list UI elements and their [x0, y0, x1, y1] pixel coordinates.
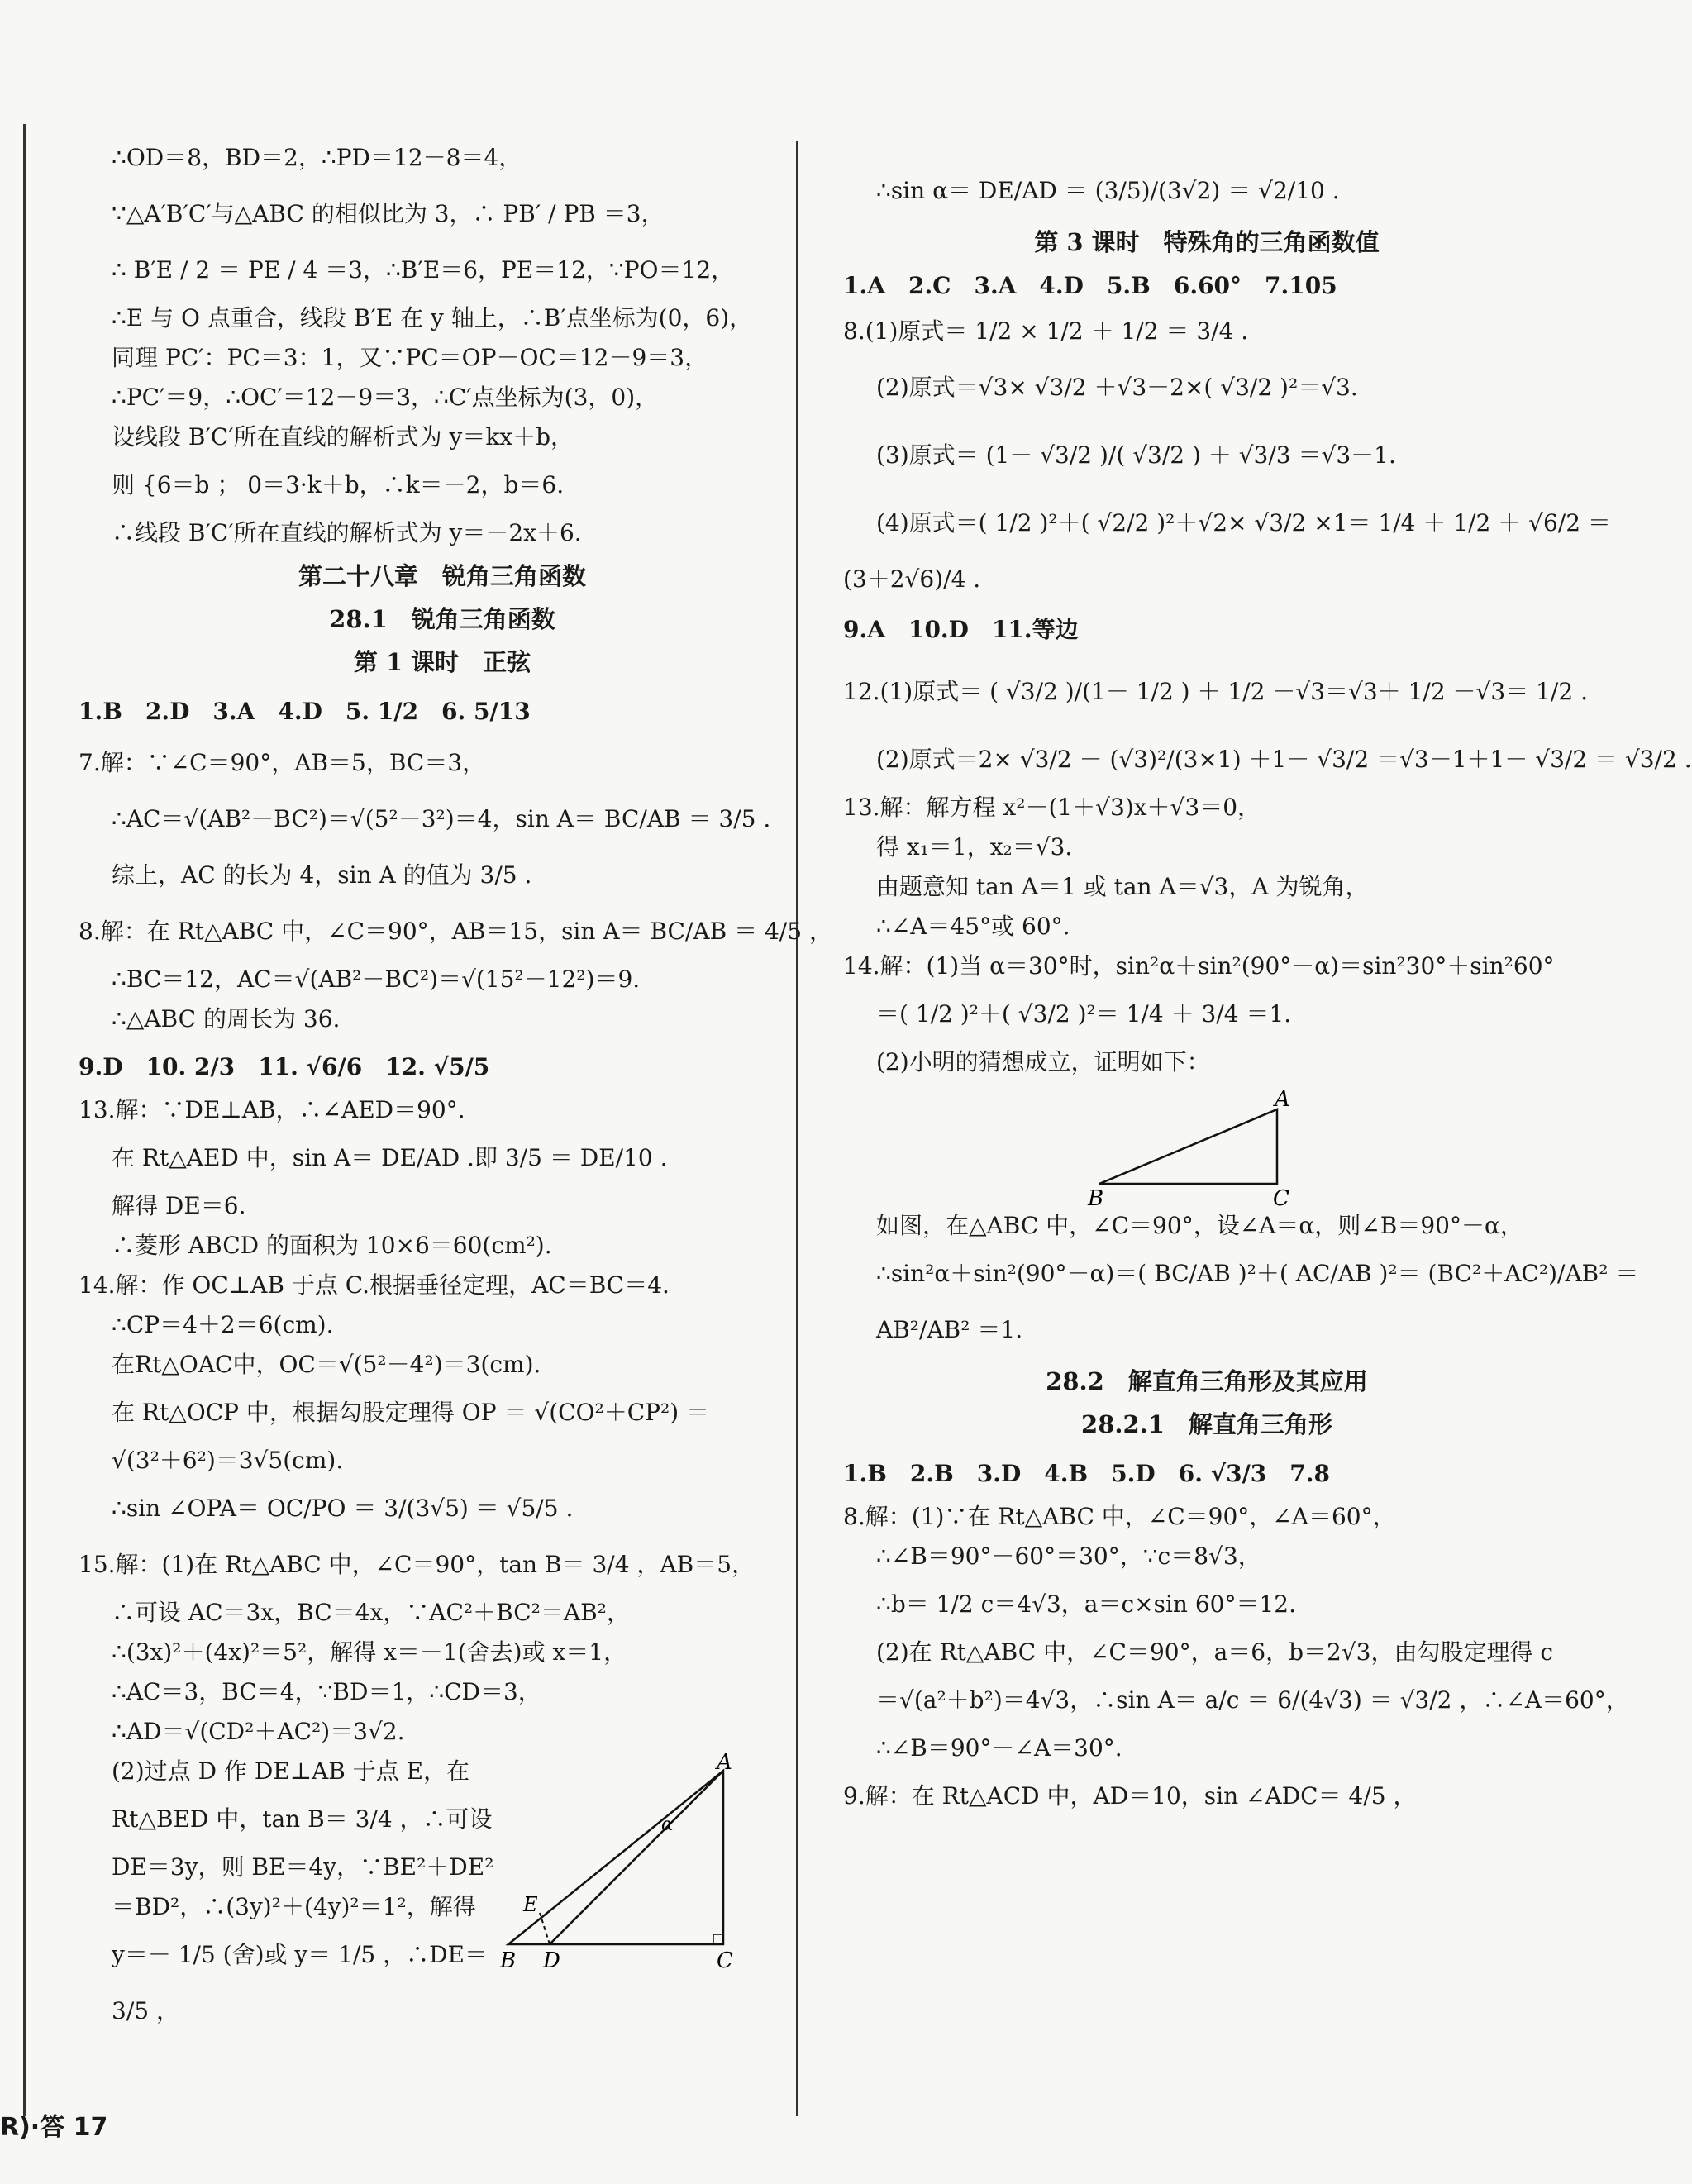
q8b-line: (2)在 Rt△ABC 中，∠C＝90°，a＝6，b＝2√3，由勾股定理得 c — [876, 1638, 1554, 1666]
q14-line: ∴sin²α＋sin²(90°－α)＝( BC/AB )²＋( AC/AB )²＝ (BC²＋AC²)/AB² ＝ — [876, 1260, 1639, 1287]
q14-line: ＝( 1/2 )²＋( √3/2 )²＝ 1/4 ＋ 3/4 ＝1. — [876, 1000, 1292, 1028]
q15-line: ∴可设 AC＝3x，BC＝4x，∵AC²＋BC²＝AB²， — [112, 1599, 630, 1626]
section-title: 28.1 锐角三角函数 — [329, 605, 555, 633]
q13-line: 由题意知 tan A＝1 或 tan A＝√3，A 为锐角， — [876, 873, 1369, 900]
q14-line: 在 Rt△OCP 中，根据勾股定理得 OP ＝ √(CO²＋CP²) ＝ — [112, 1399, 710, 1426]
q15-line: DE＝3y，则 BE＝4y，∵BE²＋DE² — [112, 1853, 494, 1881]
q8b-line: 8.解：(1)∵在 Rt△ABC 中，∠C＝90°，∠A＝60°， — [843, 1503, 1396, 1530]
q13-line: 得 x₁＝1，x₂＝√3. — [876, 833, 1073, 861]
q13-line: ∴∠A＝45°或 60°. — [876, 913, 1070, 940]
q15-line: 15.解：(1)在 Rt△ABC 中，∠C＝90°，tan B＝ 3/4 ，AB＝5， — [79, 1551, 755, 1578]
q13-line: 解得 DE＝6. — [112, 1192, 246, 1219]
answer-row: 1.B 2.B 3.D 4.B 5.D 6. √3/3 7.8 — [843, 1460, 1330, 1487]
page-footer: R)·答 17 — [0, 2113, 108, 2142]
q15-part2 — [79, 1750, 806, 2052]
label-e: E — [523, 1893, 538, 1916]
q7-line: 7.解：∵∠C＝90°，AB＝5，BC＝3， — [79, 749, 486, 776]
answer-row: 9.A 10.D 11.等边 — [843, 616, 1079, 643]
text-line: ∴E 与 O 点重合，线段 B′E 在 y 轴上，∴B′点坐标为(0，6)， — [112, 304, 753, 331]
triangle-abc — [508, 1771, 723, 1944]
q8b-line: ∴b＝ 1/2 c＝4√3，a＝c×sin 60°＝12. — [876, 1590, 1297, 1618]
answer-row: 1.A 2.C 3.A 4.D 5.B 6.60° 7.105 — [843, 272, 1337, 299]
q15-line: Rt△BED 中，tan B＝ 3/4 ，∴可设 — [112, 1805, 493, 1833]
triangle-figure-q14 — [1075, 1085, 1323, 1209]
q8b-line: ＝√(a²＋b²)＝4√3，∴sin A＝ a/c ＝ 6/(4√3) ＝ √3/2 ，∴∠A＝60°， — [876, 1686, 1629, 1714]
section-title: 28.2 解直角三角形及其应用 — [1046, 1367, 1368, 1395]
q14-line: √(3²＋6²)＝3√5(cm). — [112, 1447, 344, 1474]
text-line: 设线段 B′C′所在直线的解析式为 y＝kx＋b， — [112, 423, 574, 451]
text-line: ∴sin α＝ DE/AD ＝ (3/5)/(3√2) ＝ √2/10 . — [876, 177, 1340, 204]
q13-line: 在 Rt△AED 中，sin A＝ DE/AD .即 3/5 ＝ DE/10 . — [112, 1144, 668, 1171]
q8-line: 8.(1)原式＝ 1/2 × 1/2 ＋ 1/2 ＝ 3/4 . — [843, 317, 1249, 345]
q9-line: 9.解：在 Rt△ACD 中，AD＝10，sin ∠ADC＝ 4/5 ， — [843, 1782, 1417, 1810]
q8-line: ∴BC＝12，AC＝√(AB²－BC²)＝√(15²－12²)＝9. — [112, 966, 641, 993]
label-d: D — [543, 1948, 560, 1973]
text-line: ∴OD＝8，BD＝2，∴PD＝12－8＝4， — [112, 144, 522, 171]
q14-line: ∴sin ∠OPA＝ OC/PO ＝ 3/(3√5) ＝ √5/5 . — [112, 1495, 574, 1522]
label-b: B — [500, 1948, 517, 1973]
text-line: ∴PC′＝9，∴OC′＝12－9＝3，∴C′点坐标为(3，0)， — [112, 384, 659, 411]
label-alpha: α — [661, 1814, 674, 1835]
text-line: ∴ B′E / 2 ＝ PE / 4 ＝3，∴B′E＝6，PE＝12，∵PO＝12， — [112, 256, 735, 284]
q14-line: 14.解：作 OC⊥AB 于点 C.根据垂径定理，AC＝BC＝4. — [79, 1271, 670, 1299]
right-angle-mark — [713, 1934, 723, 1944]
q14-line: 如图，在△ABC 中，∠C＝90°，设∠A＝α，则∠B＝90°－α， — [876, 1212, 1523, 1239]
chapter-title: 第二十八章 锐角三角函数 — [298, 562, 586, 590]
label-c: C — [1273, 1186, 1289, 1211]
q12-line: (2)原式＝2× √3/2 － (√3)²/(3×1) ＋1－ √3/2 ＝√3－1＋1－ √3/2 ＝ √3/2 . — [876, 746, 1692, 773]
q15-line: (2)过点 D 作 DE⊥AB 于点 E，在 — [112, 1757, 470, 1785]
q8b-line: ∴∠B＝90°－60°＝30°，∵c＝8√3， — [876, 1543, 1261, 1570]
q15-line: ∴AD＝√(CD²＋AC²)＝3√2. — [112, 1718, 405, 1745]
text-line: 同理 PC′：PC＝3：1，又∵PC＝OP－OC＝12－9＝3， — [112, 344, 708, 371]
label-b: B — [1088, 1186, 1104, 1211]
q7-line: ∴AC＝√(AB²－BC²)＝√(5²－3²)＝4，sin A＝ BC/AB ＝ 3/5 . — [112, 805, 771, 832]
left-column — [79, 132, 832, 2052]
text-line: 则 {6＝b ； 0＝3·k＋b，∴k＝－2，b＝6. — [112, 471, 565, 498]
q14-line: AB²/AB² ＝1. — [876, 1316, 1023, 1343]
q12-line: 12.(1)原式＝ ( √3/2 )/(1－ 1/2 ) ＋ 1/2 －√3＝√3＋ 1/2 －√3＝ 1/2 . — [843, 678, 1588, 705]
q14-line: 14.解：(1)当 α＝30°时，sin²α＋sin²(90°－α)＝sin²30°＋sin²60° — [843, 952, 1555, 980]
q8-line: (2)原式＝√3× √3/2 ＋√3－2×( √3/2 )²＝√3. — [876, 374, 1358, 401]
left-margin-rule — [23, 124, 26, 2116]
q8-line: 8.解：在 Rt△ABC 中，∠C＝90°，AB＝15，sin A＝ BC/AB ＝ 4/5 ， — [79, 918, 832, 945]
q7-line: 综上，AC 的长为 4，sin A 的值为 3/5 . — [112, 861, 532, 889]
answer-row: 9.D 10. 2/3 11. √6/6 12. √5/5 — [79, 1053, 490, 1080]
answer-row: 1.B 2.D 3.A 4.D 5. 1/2 6. 5/13 — [79, 698, 531, 725]
q8b-line: ∴∠B＝90°－∠A＝30°. — [876, 1734, 1122, 1762]
q15-line: ∴(3x)²＋(4x)²＝5²，解得 x＝－1(舍去)或 x＝1， — [112, 1638, 627, 1666]
q15-line: ＝BD²，∴(3y)²＋(4y)²＝1²，解得 — [112, 1893, 476, 1920]
text-line: ∴线段 B′C′所在直线的解析式为 y＝－2x＋6. — [112, 519, 582, 546]
q13-line: 13.解：∵DE⊥AB，∴∠AED＝90°. — [79, 1096, 465, 1123]
q8-line: ∴△ABC 的周长为 36. — [112, 1005, 341, 1032]
lesson-title: 第 1 课时 正弦 — [353, 648, 531, 676]
label-a: A — [1275, 1087, 1290, 1112]
right-column — [843, 132, 1692, 1827]
q8-line: (3)原式＝ (1－ √3/2 )/( √3/2 ) ＋ √3/3 ＝√3－1. — [876, 441, 1396, 469]
q13-line: ∴菱形 ABCD 的面积为 10×6＝60(cm²). — [112, 1232, 552, 1259]
q15-line: y＝－ 1/5 (舍)或 y＝ 1/5 ，∴DE＝ — [112, 1941, 489, 1968]
q15-line: ∴AC＝3，BC＝4，∵BD＝1，∴CD＝3， — [112, 1678, 541, 1705]
q14-line: (2)小明的猜想成立，证明如下： — [876, 1048, 1210, 1075]
q15-line: 3/5 ， — [112, 1997, 179, 2024]
triangle-abc — [1099, 1109, 1277, 1184]
subsection-title: 28.2.1 解直角三角形 — [1081, 1410, 1332, 1438]
text-line: ∵△A′B′C′与△ABC 的相似比为 3，∴ PB′ / PB ＝3， — [112, 200, 665, 227]
label-c: C — [717, 1948, 733, 1973]
q14-line: ∴CP＝4＋2＝6(cm). — [112, 1311, 334, 1338]
q13-line: 13.解：解方程 x²－(1＋√3)x＋√3＝0， — [843, 794, 1261, 821]
lesson-title: 第 3 课时 特殊角的三角函数值 — [1034, 228, 1380, 256]
q8-line: (3＋2√6)/4 . — [843, 565, 981, 593]
q8-line: (4)原式＝( 1/2 )²＋( √2/2 )²＋√2× √3/2 ×1＝ 1/4 ＋ 1/2 ＋ √6/2 ＝ — [876, 509, 1611, 536]
triangle-figure-q15 — [500, 1750, 740, 1973]
label-a: A — [717, 1750, 732, 1775]
segment-ad — [550, 1771, 723, 1944]
q14-line: 在Rt△OAC中，OC＝√(5²－4²)＝3(cm). — [112, 1351, 541, 1378]
